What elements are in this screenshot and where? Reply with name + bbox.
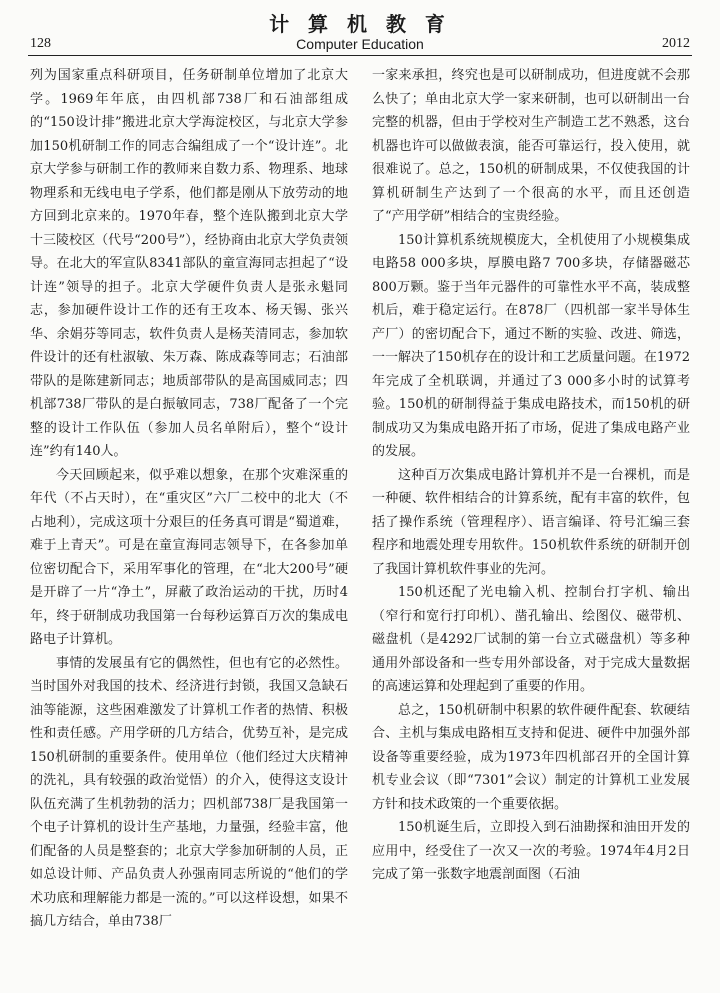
issue-year: 2012 — [662, 36, 690, 51]
paragraph: 今天回顾起来，似乎难以想象，在那个灾难深重的年代（不占天时），在“重灾区”六厂二校中的北大（不占地利），完成这项十分艰巨的任务真可谓是“蜀道难，难于上青天”。可是在童宣海同志领导下，在各参加单位密切配合下，采用军事化的管理，在“北大200号”硬是开辟了一片“净土”，屏蔽了政治运动的干扰，历时4年，终于研制成功我国第一台每秒运算百万次的集成电路电子计算机。 — [30, 467, 348, 647]
paragraph: 150计算机系统规模庞大，全机使用了小规模集成电路58 000多块，厚膜电路7 700多块，存储器磁芯800万颗。鉴于当年元器件的可靠性水平不高，装成整机后，难于稳定运行。在878厂（四机部一家半导体生产厂）的密切配合下，通过不断的实验、改进、筛选，一一解决了150机存在的设计和工艺质量问题。在1972年完成了全机联调，并通过了3 000多小时的试算考验。150机的研制得益于集成电路技术，而150机的研制成功又为集成电路开拓了市场，促进了集成电路产业的发展。 — [372, 232, 690, 459]
journal-title-en: Computer Education — [296, 36, 424, 52]
page-number: 128 — [30, 36, 51, 51]
paragraph: 这种百万次集成电路计算机并不是一台裸机，而是一种硬、软件相结合的计算系统，配有丰富的软件，包括了操作系统（管理程序）、语言编译、符号汇编三套程序和地震处理专用软件。150机软件系统的研制开创了我国计算机软件事业的先河。 — [372, 467, 690, 577]
paragraph: 一家来承担，终究也是可以研制成功，但进度就不会那么快了；单由北京大学一家来研制，也可以研制出一台完整的机器，但由于学校对生产制造工艺不熟悉，这台机器也许可以做做表演，能否可靠运行，投入使用，就很难说了。总之，150机的研制成果，不仅使我国的计算机研制生产达到了一个很高的水平，而且还创造了“产用学研”相结合的宝贵经验。 — [372, 68, 690, 224]
paragraph: 150机诞生后，立即投入到石油勘探和油田开发的应用中，经受住了一次又一次的考验。1974年4月2日完成了第一张数字地震剖面图（石油 — [372, 820, 690, 882]
paragraph: 总之，150机研制中积累的软件硬件配套、软硬结合、主机与集成电路相互支持和促进、硬件中加强外部设备等重要经验，成为1973年四机部召开的全国计算机专业会议（即“7301”会议）制定的计算机工业发展方针和技术政策的一个重要依据。 — [372, 702, 690, 812]
paragraph: 列为国家重点科研项目，任务研制单位增加了北京大学。1969年年底，由四机部738厂和石油部组成的“150设计排”搬进北京大学海淀校区，与北京大学参加150机研制工作的同志合编组成了一个“设计连”。北京大学参与研制工作的教师来自数力系、物理系、地球物理系和无线电电子学系，他们都是刚从下放劳动的地方回到北京来的。1970年春，整个连队搬到北京大学十三陵校区（代号“200号”），经协商由北京大学负责领导。在北大的军宣队8341部队的童宣海同志担起了“设计连”领导的担子。北京大学硬件负责人是张永魁同志，参加硬件设计工作的还有王攻本、杨天锡、张兴华、余娟芬等同志，软件负责人是杨芙清同志，参加软件设计的还有杜淑敏、朱万森、陈成森等同志；石油部带队的是陈建新同志；地质部带队的是高国威同志；四机部738厂带队的是白振敏同志，738厂配备了一个完整的设计工作队伍（参加人员名单附后），整个“设计连”约有140人。 — [30, 68, 348, 459]
running-header — [0, 0, 720, 60]
header-rule — [28, 55, 692, 56]
left-column — [30, 64, 348, 934]
paragraph: 事情的发展虽有它的偶然性，但也有它的必然性。当时国外对我国的技术、经济进行封锁，我国又急缺石油等能源，这些困难激发了计算机工作者的热情、积极性和责任感。产用学研的几方结合，优势互补，是完成150机研制的重要条件。使用单位（他们经过大庆精神的洗礼，具有较强的政治觉悟）的介入，使得这支设计队伍充满了生机勃勃的活力；四机部738厂是我国第一个电子计算机的设计生产基地，力量强，经验丰富，他们配备的人员是整套的；北京大学参加研制的人员，正如总设计师、产品负责人孙强南同志所说的“他们的学术功底和理解能力都是一流的。”可以这样设想，如果不搞几方结合，单由738厂 — [30, 655, 348, 929]
journal-title-cn: 计 算 机 教 育 — [269, 12, 451, 36]
right-column — [372, 64, 690, 887]
paragraph: 150机还配了光电输入机、控制台打字机、输出（窄行和宽行打印机）、凿孔输出、绘图仪、磁带机、磁盘机（是4292厂试制的第一台立式磁盘机）等多种通用外部设备和一些专用外部设备，对于完成大量数据的高速运算和处理起到了重要的作用。 — [372, 585, 690, 694]
